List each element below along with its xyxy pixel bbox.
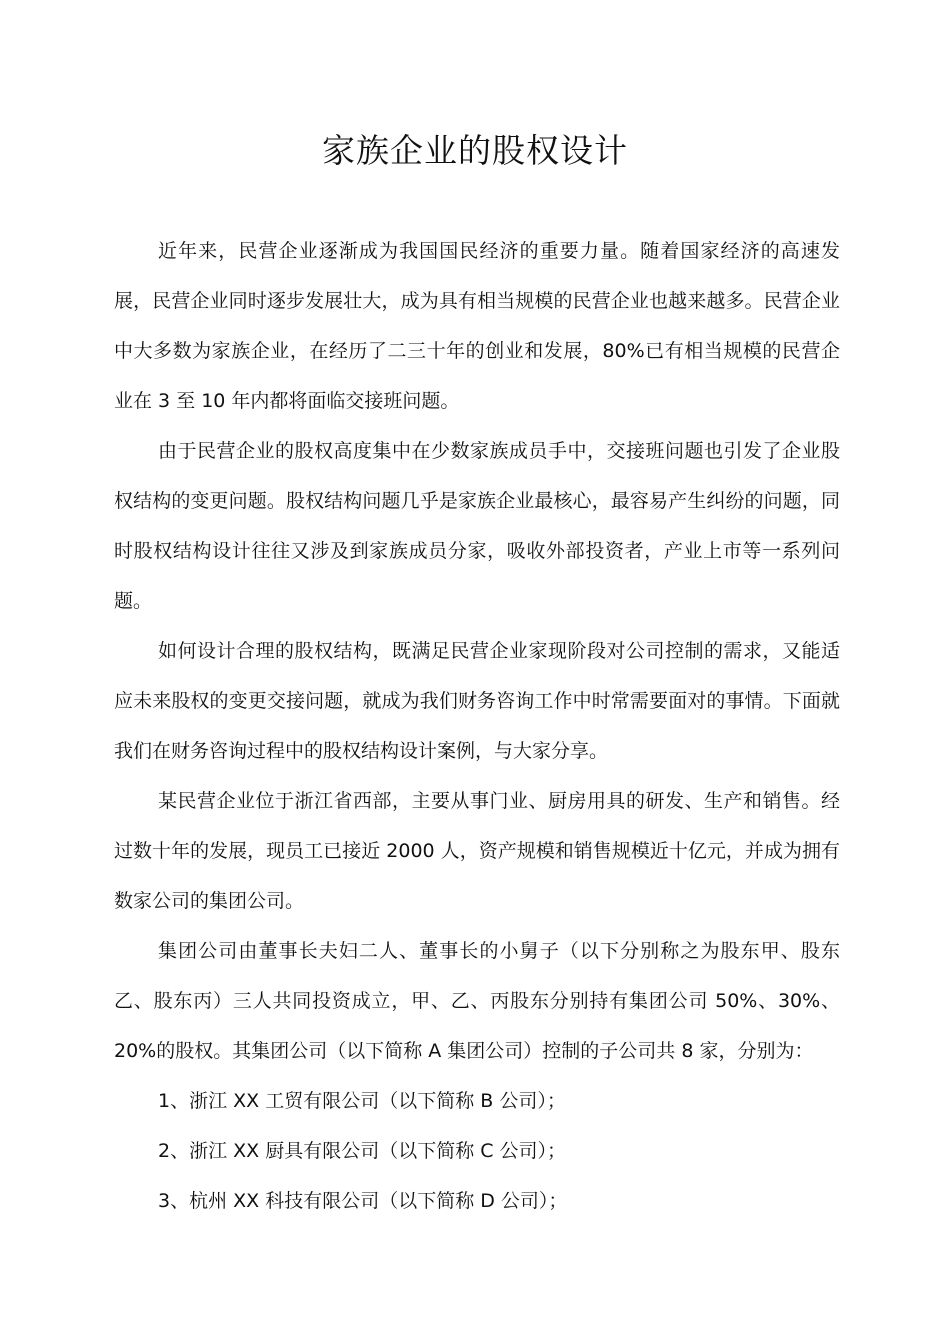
paragraph-design-question: 如何设计合理的股权结构，既满足民营企业家现阶段对公司控制的需求，又能适应未来股权的变更交接问题，就成为我们财务咨询工作中时常需要面对的事情。下面就我们在财务咨询过程中的股权结构设计案例，与大家分享。 <box>114 640 840 762</box>
paragraph-case-background: 某民营企业位于浙江省西部，主要从事门业、厨房用具的研发、生产和销售。经过数十年的发展，现员工已接近 2000 人，资产规模和销售规模近十亿元，并成为拥有数家公司的集团公司。 <box>114 790 840 912</box>
document-body <box>114 226 840 1226</box>
list-item: 1、浙江 XX 工贸有限公司（以下简称 B 公司）； <box>158 1090 566 1112</box>
paragraph-intro: 近年来，民营企业逐渐成为我国国民经济的重要力量。随着国家经济的高速发展，民营企业同时逐步发展壮大，成为具有相当规模的民营企业也越来越多。民营企业中大多数为家族企业，在经历了二三十年的创业和发展，80%已有相当规模的民营企业在 3 至 10 年内都将面临交接班问题。 <box>114 240 840 412</box>
paragraph-ownership-problem: 由于民营企业的股权高度集中在少数家族成员手中，交接班问题也引发了企业股权结构的变更问题。股权结构问题几乎是家族企业最核心，最容易产生纠纷的问题，同时股权结构设计往往又涉及到家族成员分家，吸收外部投资者，产业上市等一系列问题。 <box>114 440 840 612</box>
list-item: 2、浙江 XX 厨具有限公司（以下简称 C 公司）； <box>158 1140 567 1162</box>
document-title: 家族企业的股权设计 <box>322 131 628 170</box>
paragraph-shareholders: 集团公司由董事长夫妇二人、董事长的小舅子（以下分别称之为股东甲、股东乙、股东丙）三人共同投资成立，甲、乙、丙股东分别持有集团公司 50%、30%、20%的股权。其集团公司（以下简称 A 集团公司）控制的子公司共 8 家，分别为： <box>114 940 840 1062</box>
list-item: 3、杭州 XX 科技有限公司（以下简称 D 公司）； <box>158 1190 568 1212</box>
